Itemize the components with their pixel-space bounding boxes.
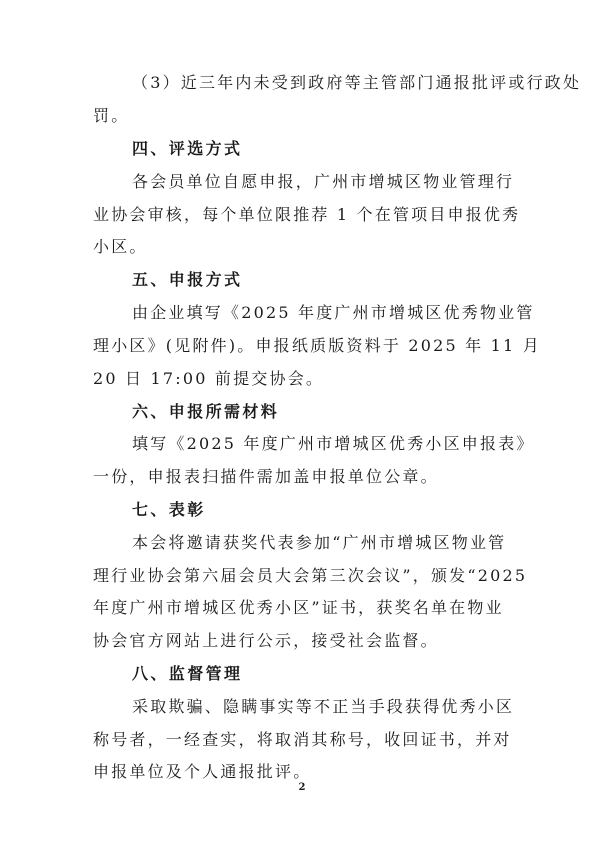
text-line: 罚。	[93, 106, 130, 125]
text-line: 各会员单位自愿申报，广州市增城区物业管理行	[132, 172, 515, 191]
text-line: 申报单位及个人通报批评。	[93, 762, 312, 781]
text-line: 填写《2025 年度广州市增城区优秀小区申报表》	[132, 434, 535, 453]
text-line: 采取欺骗、隐瞒事实等不正当手段获得优秀小区	[132, 697, 515, 716]
text-line: 由企业填写《2025 年度广州市增城区优秀物业管	[132, 303, 535, 322]
section-heading: 八、监督管理	[132, 664, 243, 683]
text-line: 一份，申报表扫描件需加盖申报单位公章。	[93, 467, 439, 486]
section-heading: 四、评选方式	[132, 139, 243, 158]
text-line: 本会将邀请获奖代表参加“广州市增城区物业管	[132, 533, 507, 552]
text-line: 20 日 17:00 前提交协会。	[93, 369, 325, 388]
text-line: 小区。	[93, 237, 148, 256]
text-line: 业协会审核，每个单位限推荐 1 个在管项目申报优秀	[93, 205, 521, 224]
text-line: 理行业协会第六届会员大会第三次会议”，颁发“2025	[93, 566, 528, 585]
section-heading: 六、申报所需材料	[132, 402, 280, 421]
section-heading: 五、申报方式	[132, 270, 243, 289]
text-line: 称号者，一经查实，将取消其称号，收回证书，并对	[93, 730, 512, 749]
text-line: （3）近三年内未受到政府等主管部门通报批评或行政处	[132, 73, 582, 92]
text-line: 理小区》(见附件)。申报纸质版资料于 2025 年 11 月	[93, 336, 541, 355]
page-number: 2	[298, 782, 306, 793]
text-line: 协会官方网站上进行公示，接受社会监督。	[93, 631, 439, 650]
text-line: 年度广州市增城区优秀小区”证书，获奖名单在物业	[93, 598, 504, 617]
section-heading: 七、表彰	[132, 500, 206, 519]
